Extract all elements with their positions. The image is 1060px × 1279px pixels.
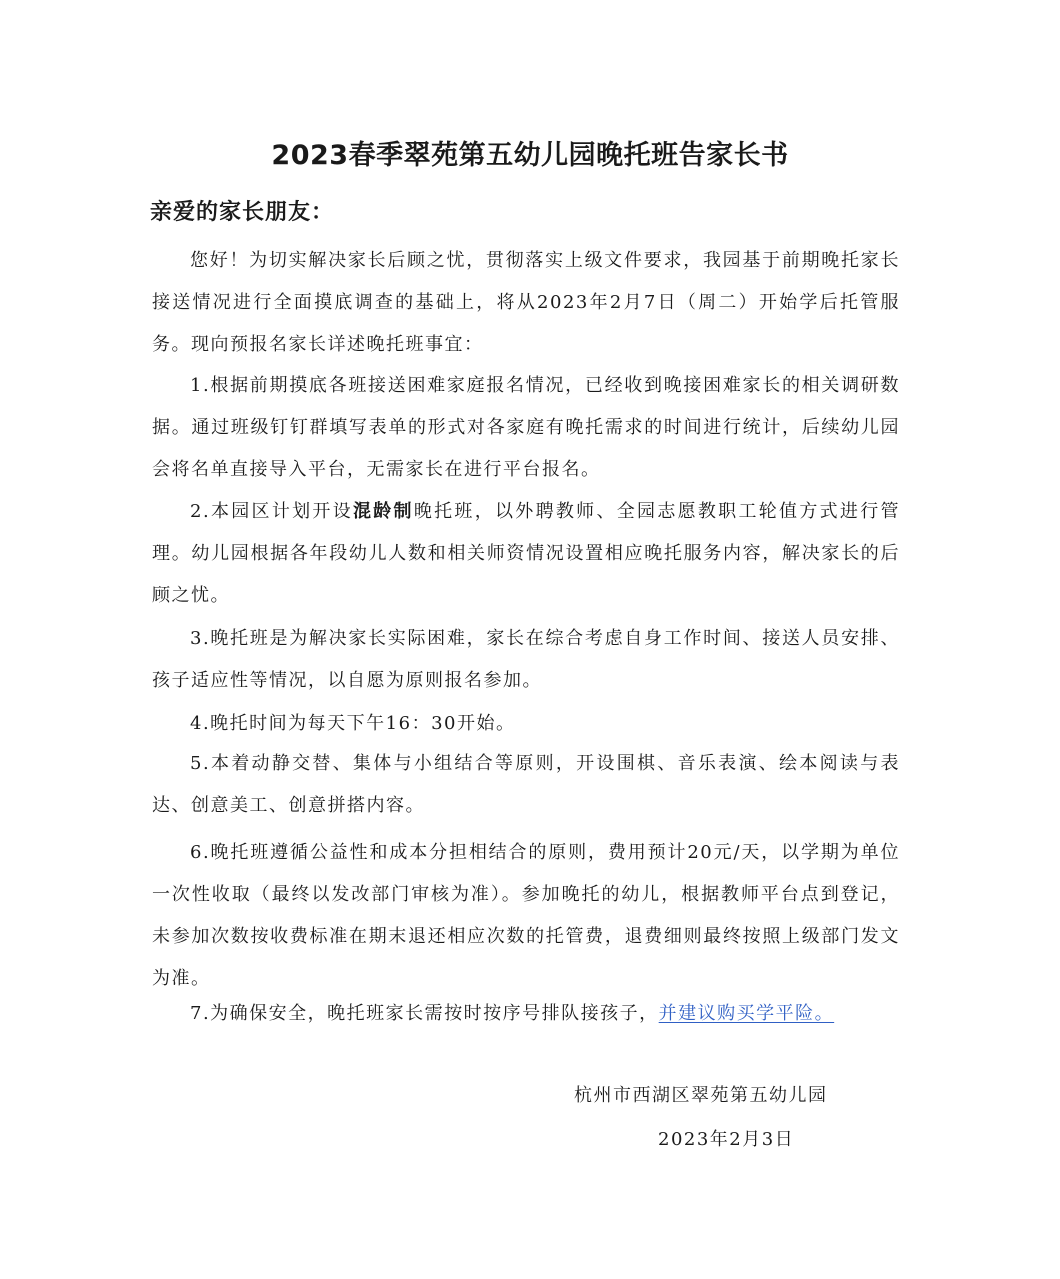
signature-date: 2023年2月3日 xyxy=(658,1129,795,1150)
item-7-text: 7.为确保安全，晚托班家长需按时按序号排队接孩子， xyxy=(190,1003,659,1024)
item-2-paragraph xyxy=(152,491,900,617)
item-2-text-before: 2.本园区计划开设 xyxy=(190,501,353,522)
intro-paragraph: 您好！为切实解决家长后顾之忧，贯彻落实上级文件要求，我园基于前期晚托家长接送情况进行全面摸底调查的基础上，将从2023年2月7日（周二）开始学后托管服务。现向预报名家长详述晚托班事宜： xyxy=(152,250,900,355)
insurance-link[interactable]: 并建议购买学平险。 xyxy=(658,1003,835,1024)
document-title: 2023春季翠苑第五幼儿园晚托班告家长书 xyxy=(271,140,789,171)
item-1-paragraph: 1.根据前期摸底各班接送困难家庭报名情况，已经收到晚接困难家长的相关调研数据。通过班级钉钉群填写表单的形式对各家庭有晚托需求的时间进行统计，后续幼儿园会将名单直接导入平台，无需家长在进行平台报名。 xyxy=(152,375,900,480)
item-6-paragraph: 6.晚托班遵循公益性和成本分担相结合的原则，费用预计20元/天，以学期为单位一次性收取（最终以发改部门审核为准）。参加晚托的幼儿，根据教师平台点到登记，未参加次数按收费标准在期末退还相应次数的托管费，退费细则最终按照上级部门发文为准。 xyxy=(152,842,900,989)
item-5-paragraph: 5.本着动静交替、集体与小组结合等原则，开设围棋、音乐表演、绘本阅读与表达、创意美工、创意拼搭内容。 xyxy=(152,753,900,816)
item-2-bold-term: 混龄制 xyxy=(352,501,414,522)
item-4-paragraph: 4.晚托时间为每天下午16：30开始。 xyxy=(190,713,516,734)
signature-organization: 杭州市西湖区翠苑第五幼儿园 xyxy=(574,1085,828,1106)
item-2-text-after: 晚托班，以外聘教师、全园志愿教职工轮值方式进行管理。幼儿园根据各年段幼儿人数和相关师资情况设置相应晚托服务内容，解决家长的后顾之忧。 xyxy=(152,501,900,606)
item-7-paragraph xyxy=(152,993,900,1035)
item-3-paragraph: 3.晚托班是为解决家长实际困难，家长在综合考虑自身工作时间、接送人员安排、孩子适应性等情况，以自愿为原则报名参加。 xyxy=(152,628,900,691)
salutation: 亲爱的家长朋友： xyxy=(150,200,335,225)
